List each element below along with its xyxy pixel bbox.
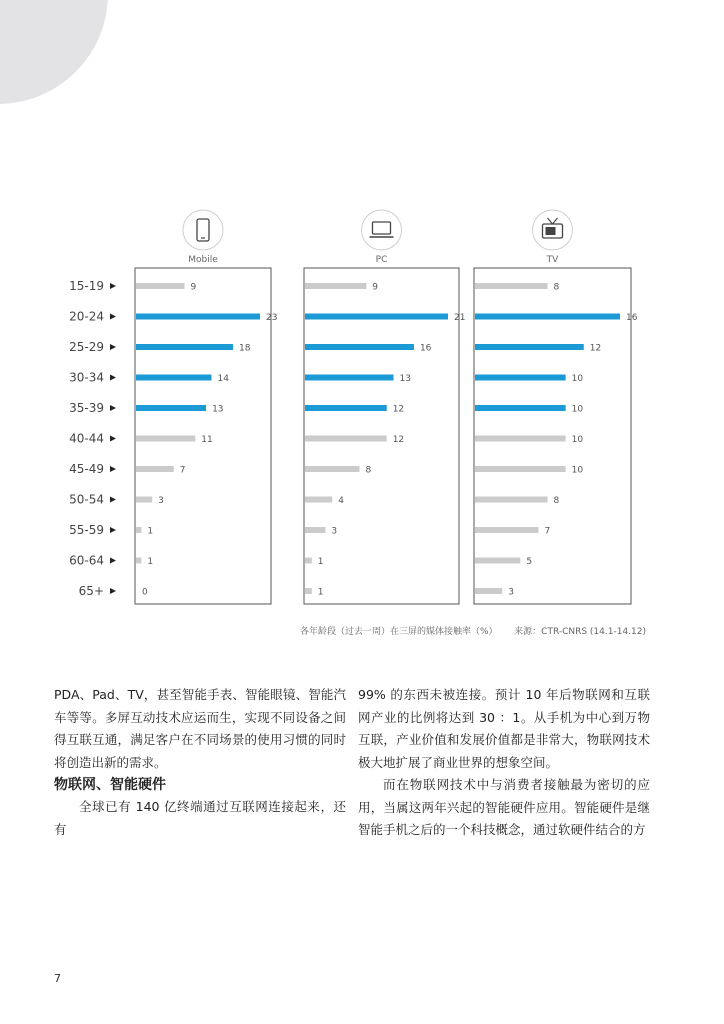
bar-value-label: 10 (571, 404, 584, 415)
panel-pc (304, 210, 465, 604)
category-label: 55-59 (69, 523, 104, 537)
bar-value-label: 8 (365, 465, 372, 476)
bar-value-label: 11 (201, 435, 213, 445)
bar-value-label: 12 (589, 343, 602, 354)
tv-icon (533, 210, 573, 250)
bar-value-label: 1 (317, 587, 324, 598)
bar (136, 497, 152, 503)
bar-value-label: 7 (179, 465, 186, 476)
category-label: 20-24 (69, 309, 104, 324)
bar (136, 436, 195, 442)
category-arrow-icon (110, 375, 116, 381)
bar (475, 436, 566, 442)
bar-value-label: 3 (508, 587, 514, 598)
bar-value-label: 16 (626, 313, 638, 323)
paragraph: 全球已有 140 亿终端通过互联网连接起来，还有 (54, 799, 346, 837)
category-label: 45-49 (69, 462, 104, 476)
bar (136, 527, 141, 533)
category-label: 65+ (78, 584, 104, 598)
bar (475, 314, 620, 320)
bar-value-label: 14 (217, 374, 229, 384)
bar (305, 466, 359, 472)
chart-source: 来源：CTR-CNRS (14.1-14.12) (514, 627, 646, 637)
chart-source-line (300, 624, 646, 637)
bar-value-label: 21 (454, 313, 466, 323)
bar (475, 497, 548, 503)
category-arrow-icon (110, 405, 116, 411)
bar (305, 558, 312, 564)
paragraph: 99% 的东西未被连接。预计 10 年后物联网和互联网产业的比例将达到 30 ：1。从手机为中心到万物互联，产业价值和发展价值都是非常大，物联网技术极大地扩展了商业世界的想象空间。 (358, 687, 650, 770)
bar-value-label: 1 (147, 526, 154, 537)
bar-value-label: 9 (190, 282, 197, 293)
bar (475, 558, 520, 564)
bar-value-label: 12 (392, 404, 405, 415)
bar-value-label: 12 (392, 435, 405, 445)
bar-value-label: 1 (317, 557, 324, 567)
bar-value-label: 13 (399, 374, 411, 384)
mobile-phone-icon (183, 210, 223, 250)
bar (305, 375, 394, 381)
text-column-right (358, 684, 650, 842)
bar-value-label: 0 (142, 587, 148, 598)
bar-value-label: 8 (553, 282, 560, 293)
bar (475, 375, 566, 381)
category-label: 60-64 (69, 553, 104, 568)
bar (475, 283, 548, 289)
bar-value-label: 3 (158, 496, 164, 506)
bar (475, 405, 566, 411)
category-arrow-icon (110, 436, 116, 442)
bar-value-label: 10 (571, 435, 584, 445)
bar (305, 588, 312, 594)
media-contact-chart (0, 195, 724, 615)
laptop-icon (362, 210, 402, 250)
bar-value-label: 3 (331, 526, 338, 537)
category-arrow-icon (110, 527, 116, 533)
panel-name: Mobile (188, 255, 218, 265)
category-label: 40-44 (69, 431, 104, 446)
bar (136, 375, 211, 381)
category-arrow-icon (110, 283, 116, 289)
category-label: 35-39 (69, 401, 104, 415)
page-number: 7 (54, 972, 61, 985)
panel-tv (474, 210, 638, 604)
panel-name: PC (375, 255, 388, 265)
bar-value-label: 18 (239, 343, 251, 354)
bar (136, 558, 141, 564)
category-label: 50-54 (69, 492, 104, 507)
panel-name: TV (546, 255, 559, 265)
bar (305, 283, 366, 289)
section-heading: 物联网、智能硬件 (54, 777, 166, 793)
bar (305, 527, 325, 533)
paragraph: 而在物联网技术中与消费者接触最为密切的应用，当属这两年兴起的智能硬件应用。智能硬件是继智能手机之后的一个科技概念，通过软硬件结合的方 (358, 777, 650, 837)
bar (475, 344, 584, 350)
corner-decoration (0, 0, 108, 104)
bar (475, 466, 566, 472)
bar (305, 344, 414, 350)
bar (475, 588, 502, 594)
bar-value-label: 4 (338, 496, 344, 506)
bar (136, 283, 185, 289)
category-arrow-icon (110, 558, 116, 564)
category-arrow-icon (110, 466, 116, 472)
bar-value-label: 23 (266, 313, 278, 323)
bar-value-label: 7 (544, 526, 551, 537)
chart-caption: 各年龄段（过去一周）在三屏的媒体接触率（%） (300, 627, 498, 637)
category-label: 30-34 (69, 370, 104, 385)
bar-value-label: 5 (526, 557, 533, 567)
bar-value-label: 16 (419, 343, 432, 354)
bar (136, 344, 233, 350)
bar (475, 527, 538, 533)
category-arrow-icon (110, 588, 116, 594)
bar (305, 314, 448, 320)
bar (305, 497, 332, 503)
category-arrow-icon (110, 497, 116, 503)
bar-value-label: 9 (372, 282, 379, 293)
category-label: 25-29 (69, 340, 104, 354)
bar (305, 405, 387, 411)
bar-value-label: 10 (571, 465, 584, 476)
paragraph: PDA、Pad、TV，甚至智能手表、智能眼镜、智能汽车等等。多屏互动技术应运而生，实现不同设备之间得互联互通，满足客户在不同场景的使用习惯的同时将创造出新的需求。 (54, 687, 346, 770)
panel-mobile (135, 210, 277, 604)
bar-value-label: 13 (212, 404, 224, 415)
bar (136, 314, 260, 320)
bar (305, 436, 387, 442)
category-label: 15-19 (69, 279, 104, 293)
bar-value-label: 1 (147, 557, 154, 567)
bar-value-label: 8 (553, 496, 560, 506)
text-column-left (54, 684, 346, 841)
category-arrow-icon (110, 314, 116, 320)
bar-value-label: 10 (571, 374, 584, 384)
category-arrow-icon (110, 344, 116, 350)
bar (136, 466, 174, 472)
bar (136, 405, 206, 411)
